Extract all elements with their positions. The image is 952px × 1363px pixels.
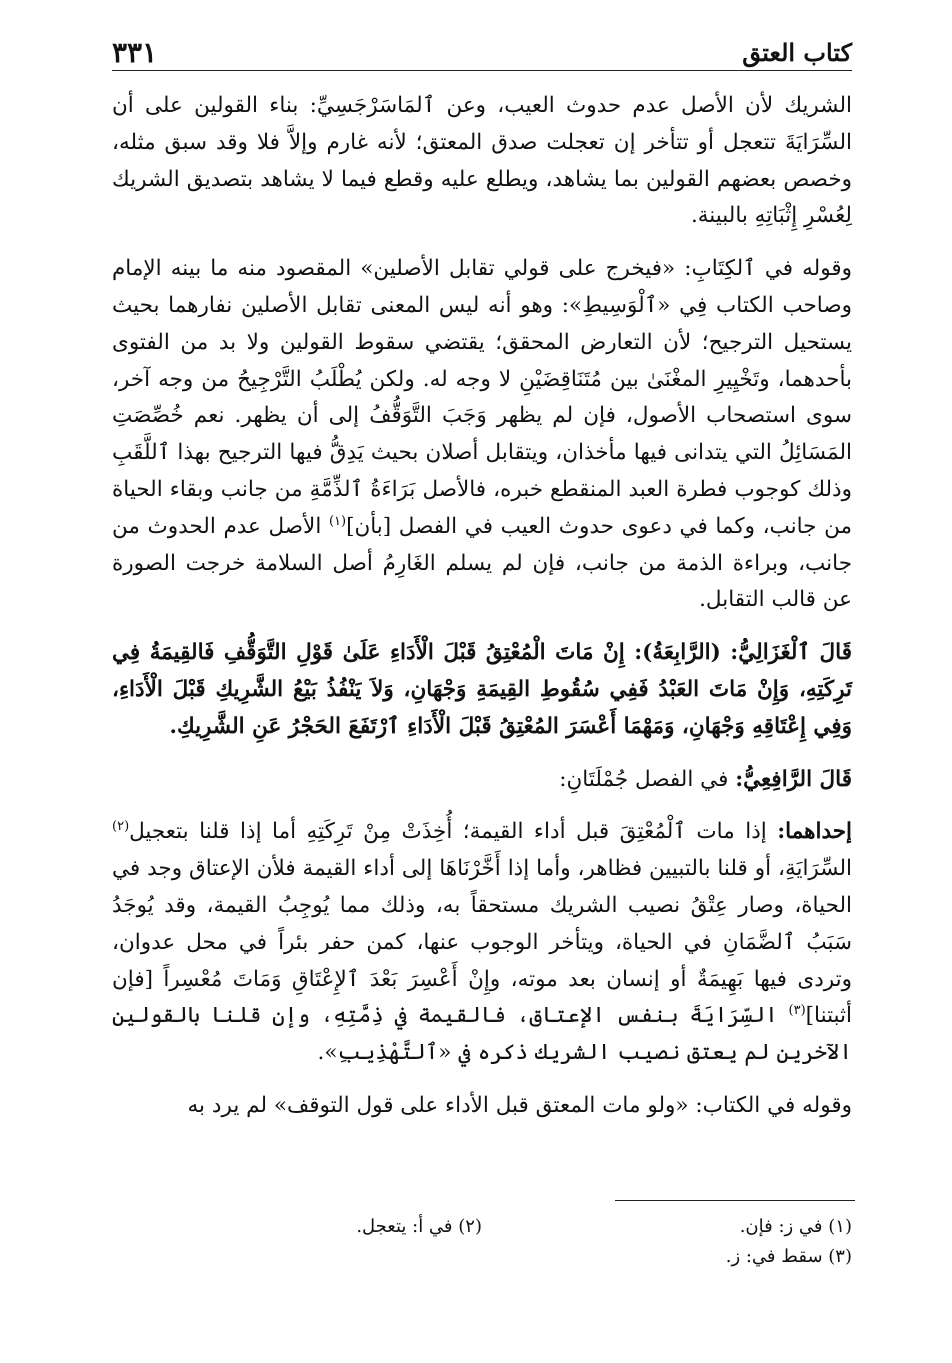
paragraph-text-tail: السِّرَايَةَ بنفس الإعتاق، فالقيمة في ذِمَّتِهِ، وإن قلنا بالقولين الآخرين لم يعتق نصيب الشريك ذكره في «ٱلتَّهْذِيبِ». [112,1003,852,1066]
page-header [112,34,852,71]
paragraph-text: وقوله في ٱلكِتَابِ: «فيخرج على قولي تقابل الأصلين» المقصود منه ما بينه الإمام وصاحب الكتاب فِي «ٱلْوَسِيطِ»: وهو أنه ليس المعنى تقابل الأصلين نفارهما بحيث يستحيل الترجيح؛ لأن التعارض المحقق؛ يقتضي سقوط القولين ولا بد من الفتوى بأحدهما، وتَخْيِيرِ المغْنَىٰ بين مُتَنَاقِضَيْنِ لا وجه له. ولكن يُطْلَبُ التَّرْجِيحُ من وجه آخر، سوى استصحاب الأصول، فإن لم يظهر وَجَبَ التَّوَقُّفُ إلى أن يظهر. نعم خُصِّصَتِ المَسَائِلُ التي يتدانى فيها مأخذان، ويتقابل أصلان بحيث يَدِقُّ فيها الترجيح بهذا ٱللَّقَبِ وذلك كوجوب فطرة العبد المنقطع خبره، فالأصل بَرَاءَةُ ٱلذِّمَّةِ من جانب وبقاء الحياة من جانب، وكما في دعوى حدوث العيب في الفصل [بأن] [112,256,852,539]
speaker-label: قَالَ ٱلْغَزَالِيُّ: [730,640,853,666]
footnote-text: في أ: يتعجل. [356,1216,453,1237]
running-title: كتاب العتق [742,37,852,67]
footnote-text: سقط في: ز. [725,1246,823,1267]
paragraph-text-mid: السِّرَايَةِ، أو قلنا بالتبيين فظاهر، وأما إذا أَخَّرْنَاهَا إلى أداء القيمة فلأن الإعتاق وجد في الحياة، وصار عِتْقُ نصيب الشريك مستحقاً به، وذلك مما يُوجِبُ القيمة، وقد يُوجَدُ سَبَبُ ٱلضَّمَانِ في الحياة، ويتأخر الوجوب عنها، كمن حفر بئراً في محل عدوان، وتردى فيها بَهِيمَةٌ أو إنسان بعد موته، وإِنْ أَعْسِرَ بَعْدَ ٱلإِعْتَاقِ وَمَاتَ مُعْسِراً [فإن أثبتنا] [112,856,852,1029]
paragraph-text: إذا مات ٱلْمُعْتِقَ قبل أداء القيمة؛ أُخِذَتْ مِنْ تَرِكَتِهِ أما إذا قلنا بتعجيل [129,819,778,845]
footnote-3 [482,1242,852,1272]
footnote-1 [482,1212,852,1242]
paragraph-ghazali [112,635,852,745]
paragraph-last [112,1088,852,1125]
footnotes [112,1212,852,1272]
footnote-text: في ز: فإن. [739,1216,823,1237]
footnote-ref-2: (٢) [112,819,130,835]
paragraph-1 [112,88,852,235]
footnote-row [112,1212,852,1242]
footnote-2 [112,1212,482,1242]
page-body [112,88,852,1141]
footnote-row [112,1242,852,1272]
paragraph-rafii [112,762,852,799]
footnote-ref-3: (٣) [788,1003,806,1019]
page-number: ٣٣١ [112,35,158,69]
paragraph-text: الشريك لأن الأصل عدم حدوث العيب، وعن ٱلمَاسَرْجَسِيِّ: بناء القولين على أن السِّرَايَةَ تتعجل أو تتأخر إن تعجلت صدق المعتق؛ لأنه غارم وإلاَّ فلا وقد سبق مثله، وخصص بعضهم القولين بما يشاهد، ويطلع عليه وقطع فيما لا يشاهد بتصديق الشريك لِعُسْرِ إِثْبَاتِهِ بالبينة. [112,93,852,229]
paragraph-text-tail: الأصل عدم الحدوث من جانب، وبراءة الذمة من جانب، فإن لم يسلم الغَارِمُ أصل السلامة خرجت الصورة عن قالب التقابل. [112,513,852,613]
paragraph-2 [112,251,852,619]
footnote-marker: (٢) [458,1216,482,1237]
paragraph-first-sentence [112,814,852,1072]
paragraph-text: (الرَّابِعَةُ): إِنْ مَاتَ الْمُعْتِقُ قَبْلَ الْأَدَاءِ عَلَىٰ قَوْلِ التَّوَقُّفِ فَالقِيمَةُ فِي تَرِكَتِهِ، وَإِنْ مَاتَ العَبْدُ فَفِي سُقُوطِ القِيمَةِ وَجْهَانِ، وَلاَ يَنْفُذُ بَيْعُ الشَّرِيكِ قَبْلَ الْأَدَاءِ، وَفِي إِعْتَاقِهِ وَجْهَانِ، وَمَهْمَا أَعْسَرَ المُعْتِقُ قَبْلَ الْأَدَاءِ ٱرْتَفَعَ الحَجْرُ عَنِ الشَّرِيكِ. [112,640,852,739]
section-lead: إحداهما: [777,819,852,845]
footnote-marker: (٣) [828,1246,852,1267]
speaker-label: قَالَ الرَّافِعِيُّ: [735,766,852,792]
footnote-marker: (١) [828,1216,852,1237]
footnote-ref-1: (١) [328,513,347,529]
paragraph-text: وقوله في الكتاب: «ولو مات المعتق قبل الأداء على قول التوقف» لم يرد به [187,1092,852,1118]
paragraph-text: في الفصل جُمْلَتَانِ: [559,766,736,792]
footnote-separator [615,1200,855,1201]
